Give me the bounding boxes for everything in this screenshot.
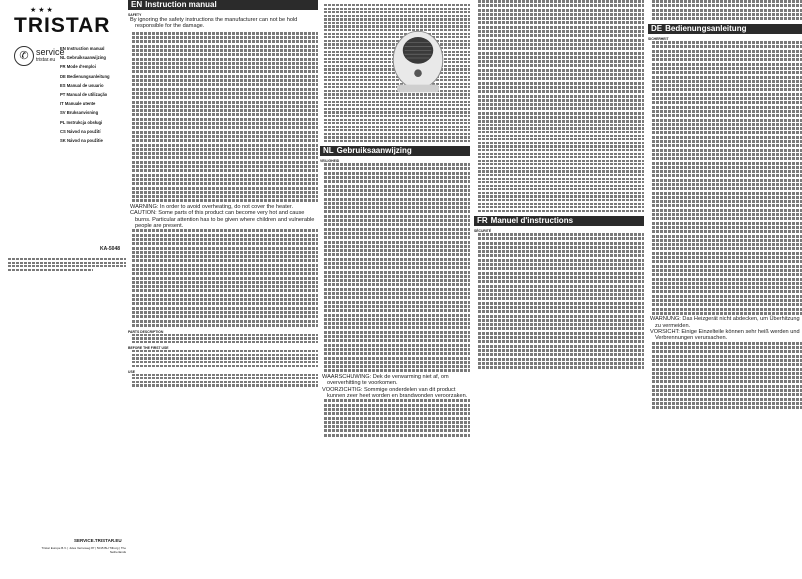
section-header-en: EN Instruction manual — [128, 0, 318, 10]
language-list — [60, 44, 126, 145]
language-item: SK Návod na použitie — [60, 138, 103, 144]
language-item: IT Manuale utente — [60, 101, 96, 107]
heading-safety-de: SICHERHEIT — [648, 37, 669, 42]
warning-text-nl: WAARSCHUWING: Dek de verwarming niet af, om oververhitting te voorkomen. — [322, 373, 449, 387]
language-item: CS Návod na použití — [60, 128, 101, 134]
heading-safety-fr: SÉCURITÉ — [474, 228, 492, 233]
heading-safety-nl: VEILIGHEID — [320, 159, 340, 164]
section-header-fr: FR Manuel d'instructions — [474, 216, 644, 226]
company-address: Tristar Europe B.V. | Jules Verneweg 87 | 5015 BH Tilburg | The Netherlands — [41, 546, 126, 554]
heater-icon — [378, 18, 458, 98]
column-de — [648, 0, 802, 575]
brand-stars-icon: ★ ★ ★ — [30, 7, 53, 14]
language-item: NL Gebruiksaanwijzing — [60, 55, 106, 61]
language-item: EN Instruction manual — [60, 46, 105, 51]
service-website: SERVICE.TRISTAR.EU — [74, 538, 122, 543]
service-line2: tristar.eu — [36, 57, 56, 63]
caution-text-nl: VOORZICHTIG: Sommige onderdelen van dit product kunnen zeer heet worden en brandwonden veroorzaken. — [322, 386, 468, 399]
language-item: SV Bruksanvisning — [60, 110, 99, 116]
language-item: PT Manual de utilização — [60, 92, 108, 98]
column-fr — [474, 0, 644, 575]
caution-text: CAUTION: Some parts of this product can become very hot and cause burns. Particular attention has to be given where children and vulnerable people are present. — [130, 210, 315, 229]
heading-parts: PARTS DESCRIPTION — [128, 329, 164, 334]
service-icon: ✆ — [14, 46, 34, 66]
warning-text: WARNING: In order to avoid overheating, do not cover the heater. — [130, 203, 294, 210]
heading-safety: SAFETY — [128, 13, 142, 17]
heading-before-use: BEFORE THE FIRST USE — [128, 346, 169, 351]
section-header-nl: NL Gebruiksaanwijzing — [320, 146, 470, 156]
language-item: ES Manual de usuario — [60, 82, 104, 88]
heater-illustration — [378, 18, 462, 102]
caution-text-de: VORSICHT: Einige Einzelteile können sehr heiß werden und Verbrennungen verursachen. — [650, 329, 800, 342]
section-header-de: DE Bedienungsanleitung — [648, 24, 802, 34]
column-en — [128, 0, 318, 575]
model-number: KA-5048 — [100, 246, 121, 252]
intro-text: By ignoring the safety instructions the manufacturer can not be hold responsible for the damage. — [130, 17, 298, 30]
language-item: FR Mode d'emploi — [60, 64, 96, 70]
language-item: DE Bedienungsanleitung — [60, 73, 110, 79]
brand-logo: TRISTAR — [14, 14, 111, 37]
language-item: PL Instrukcja obsługi — [60, 119, 103, 125]
heading-use: USE — [128, 369, 135, 374]
service-line1: service — [36, 47, 65, 57]
parts-fine-print — [4, 258, 126, 272]
warning-text-de: WARNUNG: Das Heizgerät nicht abdecken, um Überhitzung zu vermeiden. — [650, 316, 800, 329]
cover-rail — [0, 0, 128, 575]
